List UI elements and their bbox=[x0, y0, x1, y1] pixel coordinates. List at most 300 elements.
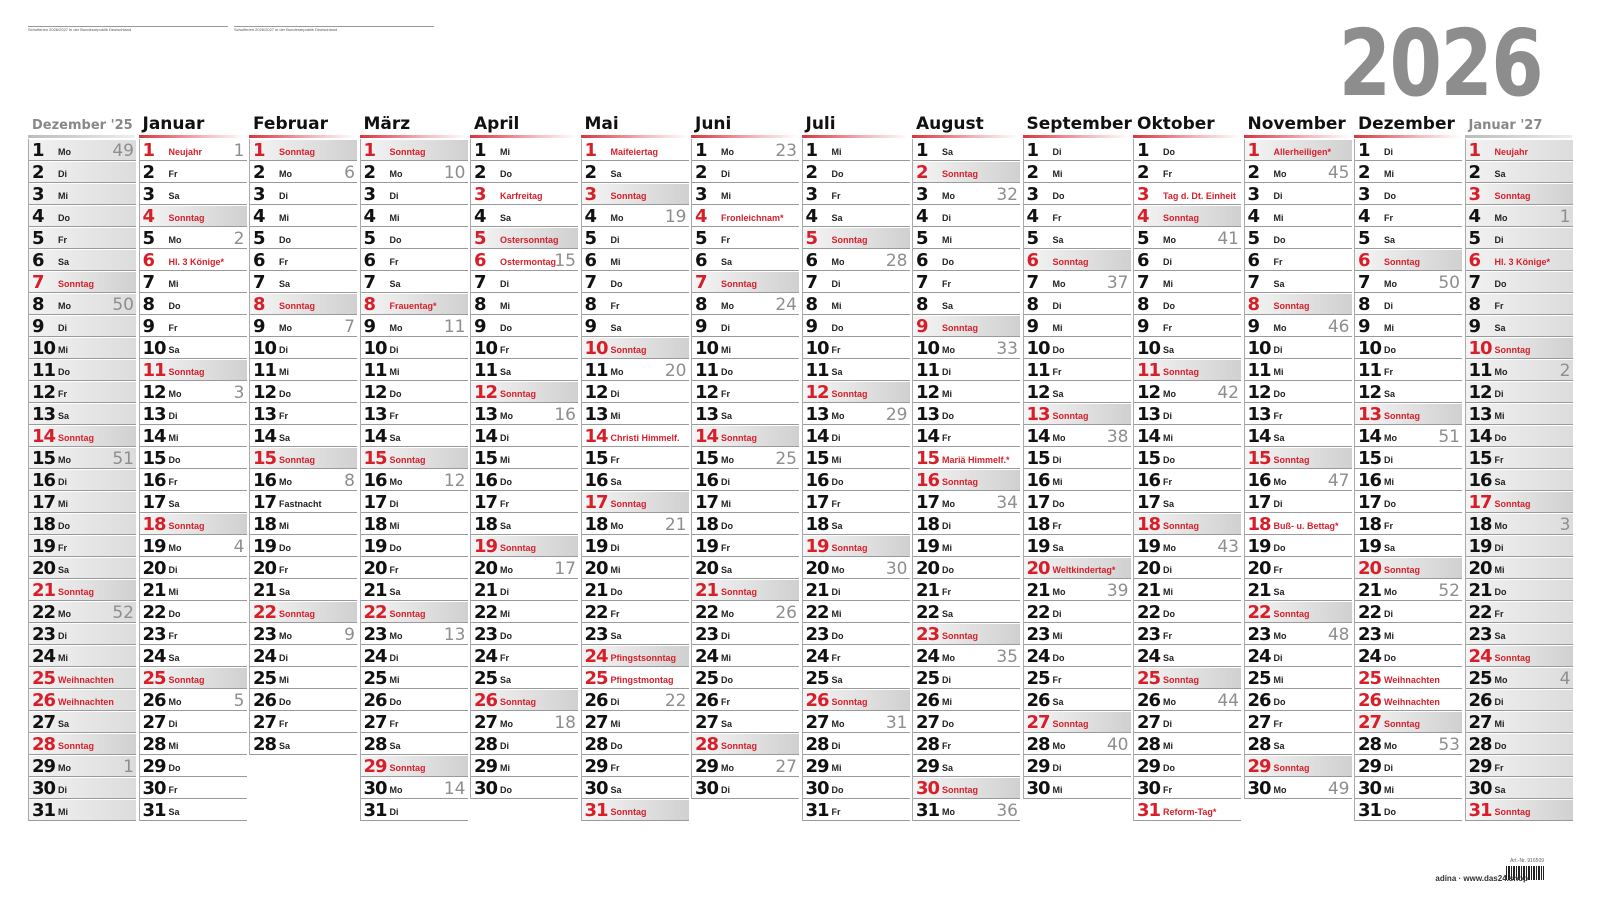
weekday-abbr: Sa bbox=[1384, 543, 1396, 553]
day-number: 28 bbox=[253, 734, 277, 755]
day-row bbox=[913, 359, 1020, 381]
day-row bbox=[1134, 183, 1241, 205]
day-row bbox=[803, 337, 910, 359]
weekday-abbr: Fr bbox=[831, 191, 841, 201]
day-row bbox=[803, 359, 910, 381]
day-number: 5 bbox=[916, 228, 928, 249]
weekday-abbr: Do bbox=[389, 389, 402, 399]
weekday-abbr: Mi bbox=[1052, 785, 1063, 795]
day-number: 9 bbox=[1358, 316, 1370, 337]
weekday-abbr: Do bbox=[1273, 235, 1286, 245]
day-row bbox=[1024, 183, 1131, 205]
day-number: 9 bbox=[474, 316, 486, 337]
sunday-label: Sonntag bbox=[168, 367, 205, 377]
day-number: 6 bbox=[363, 250, 376, 271]
day-number: 16 bbox=[1026, 470, 1050, 491]
day-row bbox=[1355, 403, 1462, 425]
day-row bbox=[250, 689, 357, 711]
day-row bbox=[913, 337, 1020, 359]
day-row bbox=[471, 205, 578, 227]
day-number: 18 bbox=[916, 514, 940, 535]
weekday-abbr: Di bbox=[1494, 697, 1504, 707]
day-number: 20 bbox=[1026, 558, 1050, 579]
day-number: 21 bbox=[916, 580, 940, 601]
day-number: 31 bbox=[805, 800, 829, 821]
holiday-label: Pfingstmontag bbox=[610, 675, 674, 685]
day-number: 7 bbox=[253, 272, 265, 293]
day-row bbox=[361, 381, 468, 403]
day-number: 27 bbox=[363, 712, 387, 733]
day-row bbox=[803, 689, 910, 711]
day-number: 23 bbox=[916, 624, 940, 645]
day-row bbox=[1024, 579, 1131, 601]
weekday-abbr: Mo bbox=[58, 609, 71, 619]
day-number: 6 bbox=[1137, 250, 1149, 271]
day-number: 25 bbox=[916, 668, 940, 689]
day-row bbox=[803, 777, 910, 799]
day-number: 1 bbox=[805, 140, 818, 161]
weekday-abbr: Sa bbox=[610, 323, 622, 333]
weekday-abbr: Sa bbox=[389, 279, 401, 289]
day-row bbox=[803, 227, 910, 249]
day-row bbox=[582, 491, 689, 513]
day-row bbox=[29, 161, 136, 183]
weekday-abbr: Mo bbox=[721, 455, 734, 465]
day-row bbox=[1134, 315, 1241, 337]
weekday-abbr: Mo bbox=[1052, 587, 1066, 597]
day-row bbox=[803, 755, 910, 777]
week-number: 4 bbox=[233, 537, 245, 557]
weekday-abbr: Fr bbox=[1052, 521, 1062, 531]
day-number: 14 bbox=[474, 426, 498, 447]
day-row bbox=[582, 381, 689, 403]
sunday-label: Sonntag bbox=[1052, 719, 1089, 729]
weekday-abbr: Mo bbox=[1163, 389, 1176, 399]
day-row bbox=[1466, 557, 1573, 579]
month-name: September bbox=[1026, 114, 1132, 134]
weekday-abbr: Mi bbox=[721, 499, 731, 509]
day-number: 14 bbox=[695, 426, 719, 447]
day-number: 20 bbox=[1247, 558, 1271, 579]
week-number: 35 bbox=[996, 647, 1018, 667]
month-underline bbox=[802, 135, 909, 138]
weekday-abbr: Mo bbox=[610, 521, 624, 531]
day-row bbox=[471, 293, 578, 315]
day-number: 19 bbox=[805, 536, 829, 557]
day-number: 10 bbox=[1358, 338, 1382, 359]
weekday-abbr: Di bbox=[58, 477, 67, 487]
day-number: 18 bbox=[805, 514, 829, 535]
day-number: 2 bbox=[1137, 162, 1149, 183]
day-number: 4 bbox=[695, 206, 707, 227]
day-row bbox=[471, 711, 578, 733]
day-row bbox=[250, 227, 357, 249]
day-number: 13 bbox=[1247, 404, 1271, 425]
day-row bbox=[913, 601, 1020, 623]
month-header bbox=[1244, 112, 1351, 138]
day-row bbox=[29, 579, 136, 601]
weekday-abbr: Mi bbox=[1384, 169, 1394, 179]
day-row bbox=[913, 667, 1020, 689]
day-number: 11 bbox=[1026, 360, 1050, 381]
weekday-abbr: Do bbox=[279, 235, 291, 245]
day-row bbox=[29, 689, 136, 711]
month-underline bbox=[360, 135, 467, 138]
day-number: 16 bbox=[253, 470, 277, 491]
weekday-abbr: Do bbox=[1052, 499, 1065, 509]
weekday-abbr: Do bbox=[279, 697, 291, 707]
day-number: 11 bbox=[363, 360, 387, 381]
weekday-abbr: Di bbox=[721, 477, 730, 487]
day-number: 6 bbox=[916, 250, 928, 271]
weekday-abbr: Do bbox=[1052, 345, 1065, 355]
weekday-abbr: Fr bbox=[1273, 257, 1283, 267]
day-number: 25 bbox=[1026, 668, 1050, 689]
weekday-abbr: Di bbox=[1384, 147, 1393, 157]
day-row bbox=[1134, 359, 1241, 381]
day-row bbox=[1245, 645, 1352, 667]
weekday-abbr: Mi bbox=[168, 741, 179, 751]
day-number: 25 bbox=[695, 668, 719, 689]
weekday-abbr: Do bbox=[1163, 301, 1175, 311]
day-number: 5 bbox=[805, 228, 818, 249]
day-row bbox=[471, 359, 578, 381]
day-row bbox=[1466, 799, 1573, 821]
weekday-abbr: Mi bbox=[500, 609, 510, 619]
day-row bbox=[1355, 447, 1462, 469]
day-row bbox=[803, 601, 910, 623]
day-row bbox=[692, 447, 799, 469]
weekday-abbr: Do bbox=[831, 323, 844, 333]
day-number: 3 bbox=[474, 184, 486, 205]
day-number: 9 bbox=[1247, 316, 1260, 337]
day-number: 17 bbox=[474, 492, 498, 513]
day-number: 10 bbox=[474, 338, 498, 359]
holiday-label: Weihnachten bbox=[1384, 675, 1440, 685]
day-row bbox=[1355, 359, 1462, 381]
weekday-abbr: Sa bbox=[58, 719, 70, 729]
day-row bbox=[1134, 227, 1241, 249]
day-number: 21 bbox=[1137, 580, 1161, 601]
sunday-label: Sonntag bbox=[500, 389, 536, 399]
day-number: 14 bbox=[363, 426, 387, 447]
weekday-abbr: Fr bbox=[1163, 631, 1172, 641]
day-number: 26 bbox=[1247, 690, 1271, 711]
day-number: 17 bbox=[1468, 492, 1492, 513]
day-list bbox=[1244, 139, 1352, 799]
day-number: 8 bbox=[695, 294, 707, 315]
day-row bbox=[140, 535, 247, 557]
weekday-abbr: Fr bbox=[610, 301, 620, 311]
week-number: 12 bbox=[443, 471, 466, 491]
weekday-abbr: Sa bbox=[500, 675, 512, 685]
day-row bbox=[361, 271, 468, 293]
sunday-label: Sonntag bbox=[279, 455, 315, 465]
day-number: 18 bbox=[253, 514, 277, 535]
weekday-abbr: Mo bbox=[1273, 631, 1287, 641]
weekday-abbr: Do bbox=[500, 323, 512, 333]
weekday-abbr: Fr bbox=[1273, 719, 1283, 729]
week-number: 1 bbox=[1559, 207, 1571, 227]
sunday-label: Sonntag bbox=[721, 587, 757, 597]
weekday-abbr: Sa bbox=[1052, 235, 1064, 245]
weekday-abbr: Mi bbox=[1052, 631, 1063, 641]
day-number: 29 bbox=[695, 756, 719, 777]
day-number: 3 bbox=[1468, 184, 1481, 205]
day-number: 2 bbox=[805, 162, 818, 183]
weekday-abbr: Mo bbox=[1384, 587, 1397, 597]
weekday-abbr: Sa bbox=[58, 565, 70, 575]
weekday-abbr: Di bbox=[1273, 345, 1283, 355]
day-number: 16 bbox=[916, 470, 940, 491]
month-underline bbox=[249, 135, 356, 138]
day-number: 25 bbox=[474, 668, 498, 689]
day-number: 14 bbox=[584, 426, 608, 447]
day-row bbox=[1245, 623, 1352, 645]
day-row bbox=[250, 711, 357, 733]
day-row bbox=[803, 205, 910, 227]
day-row bbox=[250, 271, 357, 293]
month-name: August bbox=[916, 114, 984, 134]
day-row bbox=[361, 249, 468, 271]
weekday-abbr: Di bbox=[610, 543, 620, 553]
weekday-abbr: Di bbox=[58, 169, 67, 179]
weekday-abbr: Mi bbox=[279, 213, 289, 223]
weekday-abbr: Fr bbox=[500, 499, 509, 509]
day-row bbox=[1355, 161, 1462, 183]
day-number: 27 bbox=[695, 712, 719, 733]
day-number: 7 bbox=[363, 272, 376, 293]
day-row bbox=[361, 579, 468, 601]
week-number: 8 bbox=[344, 471, 355, 491]
weekday-abbr: Mi bbox=[500, 455, 510, 465]
weekday-abbr: Do bbox=[942, 565, 954, 575]
weekday-abbr: Di bbox=[500, 433, 509, 443]
day-number: 17 bbox=[584, 492, 608, 513]
weekday-abbr: Sa bbox=[1273, 741, 1285, 751]
day-row bbox=[29, 337, 136, 359]
day-number: 30 bbox=[1247, 778, 1271, 799]
day-row bbox=[1466, 469, 1573, 491]
day-row bbox=[140, 381, 247, 403]
day-number: 10 bbox=[916, 338, 940, 359]
day-row bbox=[140, 601, 247, 623]
day-row bbox=[1466, 205, 1573, 227]
day-row bbox=[1355, 579, 1462, 601]
weekday-abbr: Di bbox=[610, 235, 620, 245]
day-row bbox=[913, 447, 1020, 469]
day-row bbox=[1466, 711, 1573, 733]
day-row bbox=[250, 601, 357, 623]
day-row bbox=[471, 425, 578, 447]
day-number: 16 bbox=[695, 470, 719, 491]
day-row bbox=[1024, 139, 1131, 161]
weekday-abbr: Mo bbox=[1163, 543, 1176, 553]
day-number: 30 bbox=[1358, 778, 1382, 799]
week-number: 4 bbox=[1559, 669, 1571, 689]
day-number: 20 bbox=[32, 558, 56, 579]
week-number: 14 bbox=[443, 779, 466, 799]
day-row bbox=[1024, 623, 1131, 645]
weekday-abbr: Mi bbox=[279, 521, 289, 531]
day-number: 6 bbox=[1358, 250, 1370, 271]
weekday-abbr: Fr bbox=[831, 807, 841, 817]
day-number: 10 bbox=[695, 338, 719, 359]
day-number: 27 bbox=[916, 712, 940, 733]
month-name: Januar bbox=[142, 114, 205, 134]
day-number: 12 bbox=[916, 382, 940, 403]
day-row bbox=[692, 645, 799, 667]
holiday-label: Maifeiertag bbox=[610, 147, 659, 157]
day-row bbox=[913, 469, 1020, 491]
weekday-abbr: Di bbox=[1384, 763, 1393, 773]
weekday-abbr: Mo bbox=[942, 499, 955, 509]
day-number: 22 bbox=[32, 602, 56, 623]
day-row bbox=[1024, 667, 1131, 689]
day-number: 8 bbox=[1137, 294, 1149, 315]
day-row bbox=[913, 711, 1020, 733]
day-row bbox=[1245, 425, 1352, 447]
weekday-abbr: Sa bbox=[500, 521, 512, 531]
sunday-label: Sonntag bbox=[1494, 807, 1531, 817]
week-number: 2 bbox=[233, 229, 245, 249]
day-row bbox=[1245, 205, 1352, 227]
day-number: 8 bbox=[474, 294, 486, 315]
day-number: 18 bbox=[1358, 514, 1382, 535]
weekday-abbr: Di bbox=[389, 345, 399, 355]
weekday-abbr: Do bbox=[168, 763, 181, 773]
day-number: 16 bbox=[805, 470, 829, 491]
day-number: 20 bbox=[363, 558, 387, 579]
week-number: 52 bbox=[112, 603, 134, 623]
weekday-abbr: Fr bbox=[1494, 301, 1504, 311]
weekday-abbr: Do bbox=[831, 785, 844, 795]
weekday-abbr: Sa bbox=[279, 741, 291, 751]
day-number: 19 bbox=[253, 536, 277, 557]
weekday-abbr: Mi bbox=[831, 609, 842, 619]
day-number: 17 bbox=[363, 492, 387, 513]
month-name: April bbox=[474, 114, 520, 134]
day-row bbox=[1245, 667, 1352, 689]
day-number: 10 bbox=[1137, 338, 1161, 359]
weekday-abbr: Sa bbox=[1384, 389, 1396, 399]
weekday-abbr: Mo bbox=[831, 411, 845, 421]
weekday-abbr: Do bbox=[500, 477, 512, 487]
day-row bbox=[250, 315, 357, 337]
week-number: 6 bbox=[344, 163, 355, 183]
day-number: 12 bbox=[1026, 382, 1050, 403]
day-number: 9 bbox=[253, 316, 265, 337]
month-underline bbox=[581, 135, 688, 138]
sunday-label: Sonntag bbox=[168, 213, 205, 223]
weekday-abbr: Di bbox=[168, 565, 178, 575]
day-number: 28 bbox=[32, 734, 56, 755]
day-row bbox=[692, 469, 799, 491]
day-row bbox=[1466, 381, 1573, 403]
day-row bbox=[582, 337, 689, 359]
day-number: 1 bbox=[253, 140, 265, 161]
day-number: 22 bbox=[805, 602, 829, 623]
day-number: 7 bbox=[32, 272, 44, 293]
day-number: 2 bbox=[695, 162, 707, 183]
day-number: 11 bbox=[584, 360, 608, 381]
day-number: 26 bbox=[253, 690, 277, 711]
day-number: 16 bbox=[363, 470, 387, 491]
weekday-abbr: Do bbox=[1052, 191, 1065, 201]
day-row bbox=[1245, 535, 1352, 557]
day-number: 25 bbox=[1468, 668, 1492, 689]
weekday-abbr: Fr bbox=[58, 235, 67, 245]
day-row bbox=[250, 183, 357, 205]
day-row bbox=[29, 799, 136, 821]
weekday-abbr: Mo bbox=[279, 169, 292, 179]
weekday-abbr: Do bbox=[1052, 653, 1065, 663]
day-row bbox=[1134, 337, 1241, 359]
day-row bbox=[803, 249, 910, 271]
day-row bbox=[1245, 293, 1352, 315]
week-number: 50 bbox=[112, 295, 134, 315]
day-row bbox=[140, 359, 247, 381]
sunday-label: Sonntag bbox=[1494, 345, 1531, 355]
day-number: 11 bbox=[695, 360, 719, 381]
weekday-abbr: Fr bbox=[721, 697, 730, 707]
week-number: 9 bbox=[344, 625, 355, 645]
day-number: 9 bbox=[1137, 316, 1149, 337]
day-row bbox=[29, 293, 136, 315]
day-row bbox=[1134, 425, 1241, 447]
day-row bbox=[913, 799, 1020, 821]
month-name: November bbox=[1247, 114, 1346, 134]
day-row bbox=[140, 227, 247, 249]
day-row bbox=[1355, 667, 1462, 689]
weekday-abbr: Mi bbox=[942, 389, 952, 399]
day-number: 31 bbox=[1468, 800, 1492, 821]
day-row bbox=[29, 733, 136, 755]
day-number: 14 bbox=[1247, 426, 1271, 447]
weekday-abbr: Mi bbox=[279, 367, 289, 377]
day-row bbox=[1245, 755, 1352, 777]
day-row bbox=[140, 733, 247, 755]
weekday-abbr: Mi bbox=[58, 653, 68, 663]
day-row bbox=[582, 755, 689, 777]
weekday-abbr: Di bbox=[500, 279, 509, 289]
day-row bbox=[692, 403, 799, 425]
day-number: 4 bbox=[1026, 206, 1039, 227]
day-row bbox=[803, 447, 910, 469]
day-number: 11 bbox=[916, 360, 940, 381]
week-number: 11 bbox=[443, 317, 466, 337]
weekday-abbr: Di bbox=[721, 785, 730, 795]
day-row bbox=[29, 381, 136, 403]
day-row bbox=[582, 249, 689, 271]
day-row bbox=[361, 425, 468, 447]
day-row bbox=[582, 359, 689, 381]
day-row bbox=[913, 205, 1020, 227]
day-row bbox=[471, 249, 578, 271]
day-number: 9 bbox=[1468, 316, 1481, 337]
day-number: 10 bbox=[142, 338, 166, 359]
day-row bbox=[582, 689, 689, 711]
weekday-abbr: Mi bbox=[610, 257, 621, 267]
week-number: 25 bbox=[775, 449, 797, 469]
week-number: 5 bbox=[233, 691, 245, 711]
day-row bbox=[361, 799, 468, 821]
day-row bbox=[471, 733, 578, 755]
day-row bbox=[1355, 271, 1462, 293]
day-row bbox=[913, 535, 1020, 557]
weekday-abbr: Sa bbox=[721, 719, 733, 729]
day-row bbox=[1024, 425, 1131, 447]
